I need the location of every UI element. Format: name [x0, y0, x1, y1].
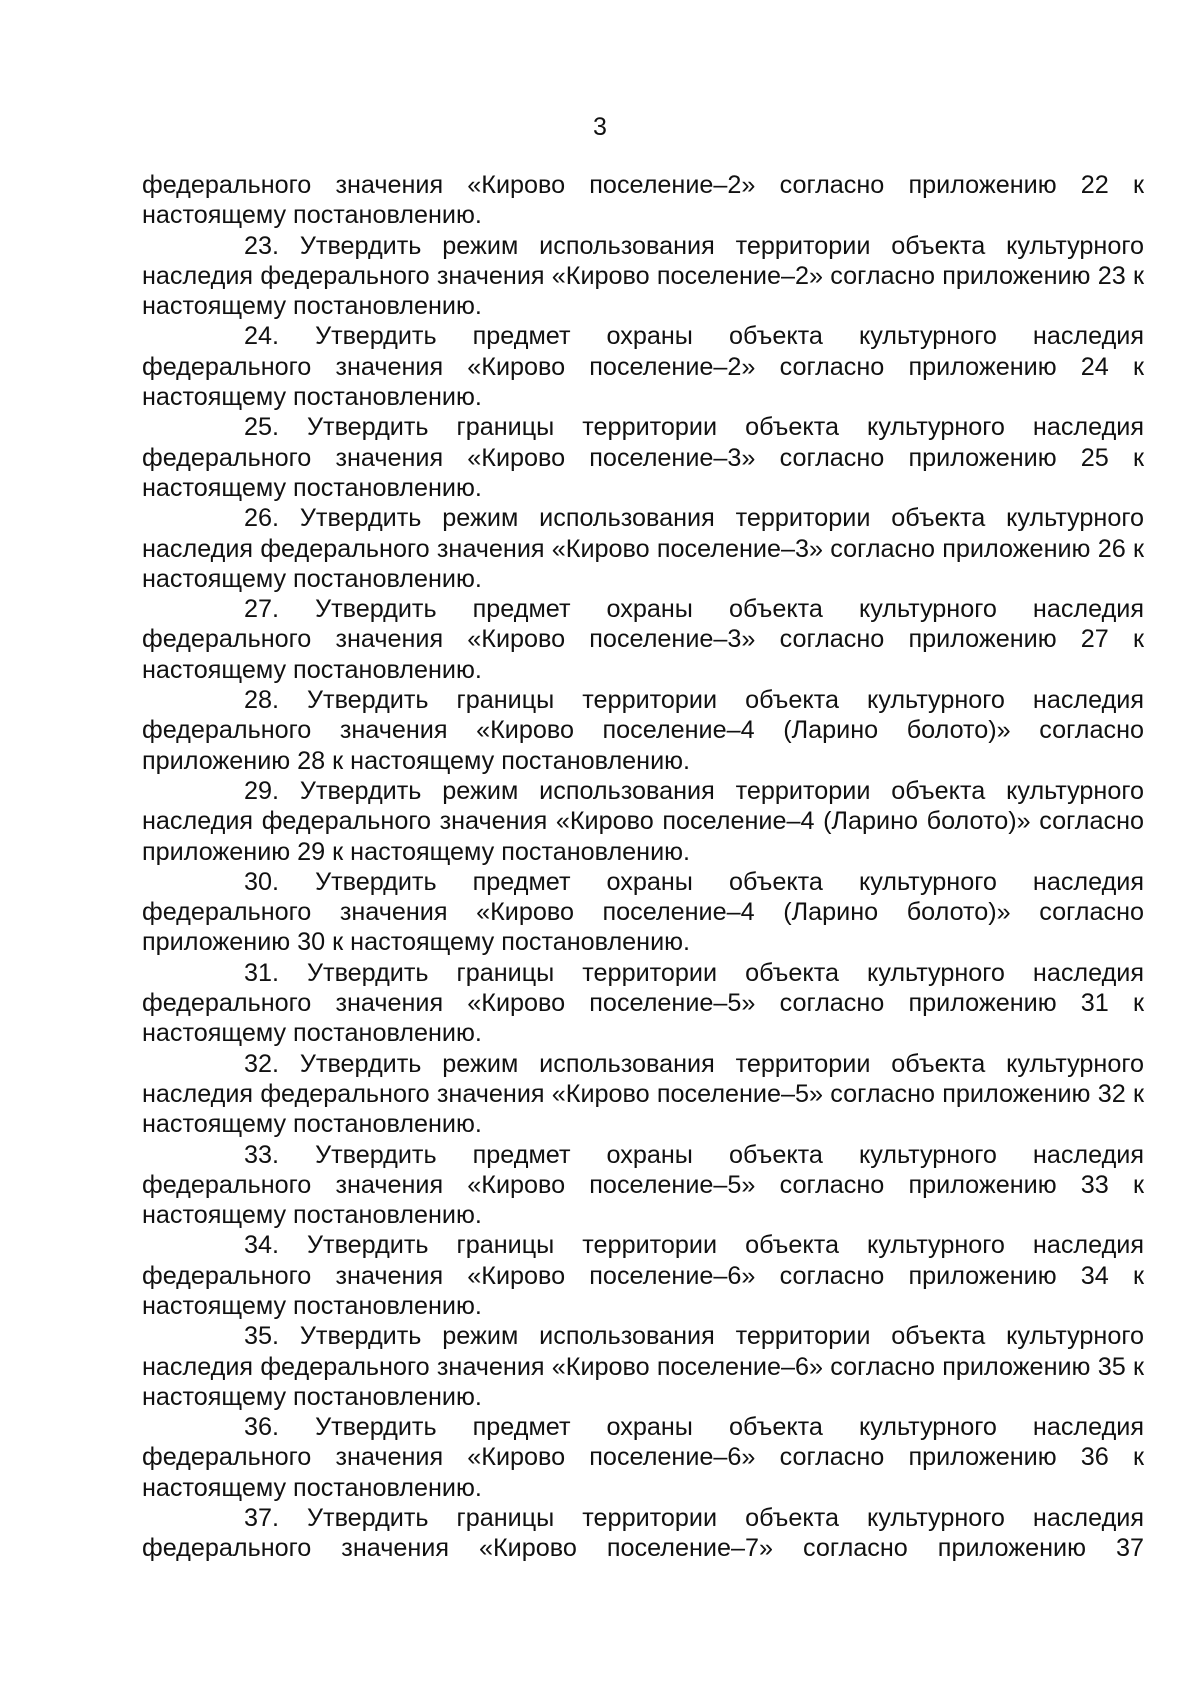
- paragraph-item-23: 23. Утвердить режим использования территории объекта культурного наследия федерального значения «Кирово поселение–2» согласно приложению 23 к настоящему постановлению.: [142, 231, 1144, 321]
- paragraph-item-28: 28. Утвердить границы территории объекта культурного наследия федерального значения «Кирово поселение–4 (Ларино болото)» согласно приложению 28 к настоящему постановлению.: [142, 686, 1144, 775]
- paragraph-item-31: 31. Утвердить границы территории объекта культурного наследия федерального значения «Кирово поселение–5» согласно приложению 31 к настоящему постановлению.: [142, 958, 1144, 1048]
- paragraph-item-30: 30. Утвердить предмет охраны объекта культурного наследия федерального значения «Кирово поселение–4 (Ларино болото)» согласно приложению 30 к настоящему постановлению.: [142, 867, 1144, 957]
- page-number: 3: [593, 113, 607, 141]
- paragraph-item-35: 35. Утвердить режим использования территории объекта культурного наследия федерального значения «Кирово поселение–6» согласно приложению 35 к настоящему постановлению.: [142, 1322, 1144, 1411]
- paragraph-item-37: 37. Утвердить границы территории объекта культурного наследия федерального значения «Кирово поселение–7» согласно приложению 37: [142, 1504, 1144, 1563]
- paragraph-item-34: 34. Утвердить границы территории объекта культурного наследия федерального значения «Кирово поселение–6» согласно приложению 34 к настоящему постановлению.: [142, 1231, 1144, 1320]
- document-body: [142, 170, 1144, 1564]
- paragraph-item-36: 36. Утвердить предмет охраны объекта культурного наследия федерального значения «Кирово поселение–6» согласно приложению 36 к настоящему постановлению.: [142, 1413, 1144, 1502]
- paragraph-item-24: 24. Утвердить предмет охраны объекта культурного наследия федерального значения «Кирово поселение–2» согласно приложению 24 к настоящему постановлению.: [142, 322, 1144, 412]
- paragraph-item-32: 32. Утвердить режим использования территории объекта культурного наследия федерального значения «Кирово поселение–5» согласно приложению 32 к настоящему постановлению.: [142, 1049, 1144, 1139]
- paragraph-item-33: 33. Утвердить предмет охраны объекта культурного наследия федерального значения «Кирово поселение–5» согласно приложению 33 к настоящему постановлению.: [142, 1140, 1144, 1230]
- paragraph-continued: федерального значения «Кирово поселение–2» согласно приложению 22 к настоящему постановлению.: [142, 171, 1144, 230]
- paragraph-item-29: 29. Утвердить режим использования территории объекта культурного наследия федерального значения «Кирово поселение–4 (Ларино болото)» согласно приложению 29 к настоящему постановлению.: [142, 776, 1144, 866]
- paragraph-item-27: 27. Утвердить предмет охраны объекта культурного наследия федерального значения «Кирово поселение–3» согласно приложению 27 к настоящему постановлению.: [142, 595, 1144, 684]
- paragraph-item-25: 25. Утвердить границы территории объекта культурного наследия федерального значения «Кирово поселение–3» согласно приложению 25 к настоящему постановлению.: [142, 413, 1144, 502]
- paragraph-item-26: 26. Утвердить режим использования территории объекта культурного наследия федерального значения «Кирово поселение–3» согласно приложению 26 к настоящему постановлению.: [142, 504, 1144, 593]
